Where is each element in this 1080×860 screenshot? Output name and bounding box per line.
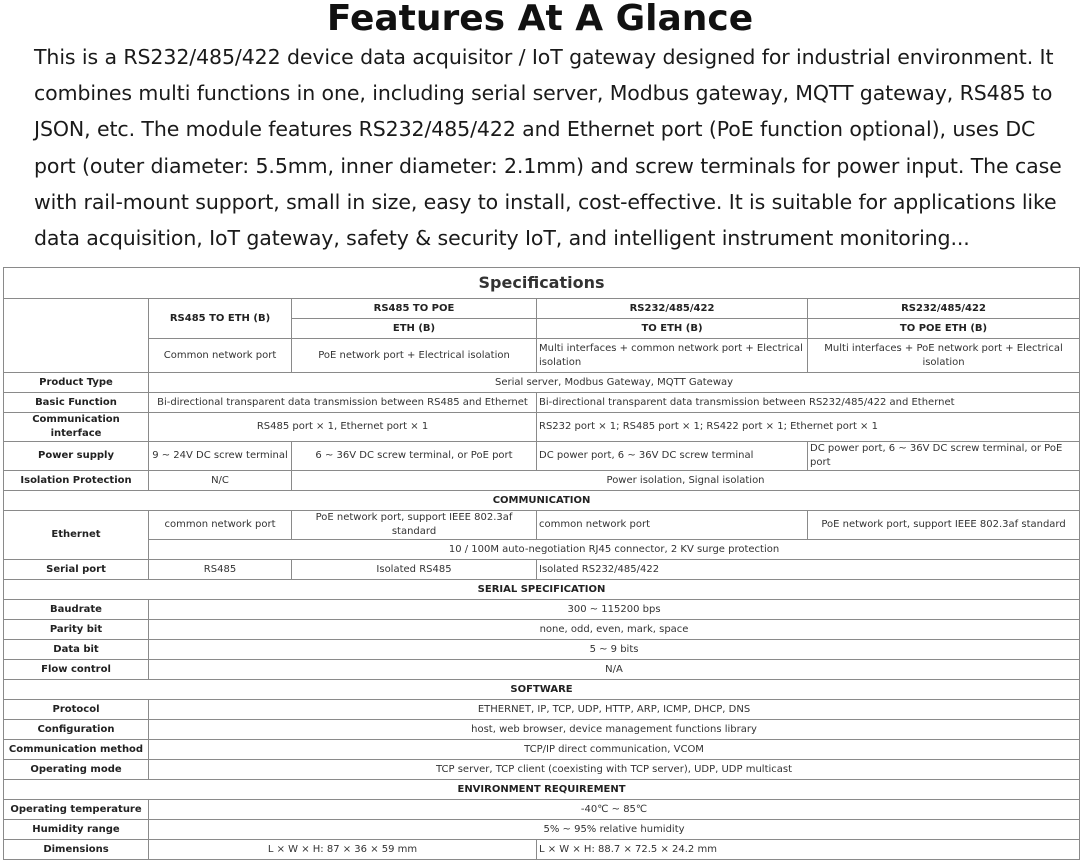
data-bit-value: 5 ~ 9 bits <box>149 640 1080 660</box>
feature-rs485-eth: Common network port <box>149 339 292 373</box>
feature-rs232-eth: Multi interfaces + common network port + Electrical isolation <box>537 339 808 373</box>
row-label-flow-control: Flow control <box>4 660 149 680</box>
product-type-value: Serial server, Modbus Gateway, MQTT Gateway <box>149 373 1080 393</box>
isolation-others: Power isolation, Signal isolation <box>292 471 1080 491</box>
baudrate-value: 300 ~ 115200 bps <box>149 600 1080 620</box>
row-label-ethernet: Ethernet <box>4 511 149 560</box>
row-label-operating-mode: Operating mode <box>4 760 149 780</box>
isolation-rs485-eth: N/C <box>149 471 292 491</box>
power-supply-rs232-poe: DC power port, 6 ~ 36V DC screw terminal, or PoE port <box>808 442 1080 471</box>
intro-paragraph: This is a RS232/485/422 device data acquisitor / IoT gateway designed for industrial environment. It combines multi functions in one, including serial server, Modbus gateway, MQTT gateway, RS485 to JSON, etc. The module features RS232/485/422 and Ethernet port (PoE function optional), uses DC port (outer diameter: 5.5mm, inner diameter: 2.1mm) and screw terminals for power input. The case with rail-mount support, small in size, easy to install, cost-effective. It is suitable for applications like data acquisition, IoT gateway, safety & security IoT, and intelligent instrument monitoring... <box>34 45 1062 251</box>
communication-interface-rs232: RS232 port × 1; RS485 port × 1; RS422 port × 1; Ethernet port × 1 <box>537 413 1080 442</box>
row-label-operating-temperature: Operating temperature <box>4 800 149 820</box>
row-label-serial-port: Serial port <box>4 560 149 580</box>
model-subheader-rs232-poe: TO POE ETH (B) <box>808 319 1080 339</box>
humidity-range-value: 5% ~ 95% relative humidity <box>149 820 1080 840</box>
row-label-power-supply: Power supply <box>4 442 149 471</box>
specifications-title: Specifications <box>4 268 1080 299</box>
specifications-table <box>3 267 1080 860</box>
ethernet-rs485-poe: PoE network port, support IEEE 802.3af standard <box>292 511 537 540</box>
protocol-value: ETHERNET, IP, TCP, UDP, HTTP, ARP, ICMP, DHCP, DNS <box>149 700 1080 720</box>
header-blank-cell <box>4 299 149 373</box>
row-label-configuration: Configuration <box>4 720 149 740</box>
serial-port-rs232: Isolated RS232/485/422 <box>537 560 1080 580</box>
configuration-value: host, web browser, device management functions library <box>149 720 1080 740</box>
power-supply-rs485-eth: 9 ~ 24V DC screw terminal <box>149 442 292 471</box>
power-supply-rs232-eth: DC power port, 6 ~ 36V DC screw terminal <box>537 442 808 471</box>
model-header-rs232-poe: RS232/485/422 <box>808 299 1080 319</box>
section-communication: COMMUNICATION <box>4 491 1080 511</box>
row-label-communication-method: Communication method <box>4 740 149 760</box>
row-label-baudrate: Baudrate <box>4 600 149 620</box>
operating-temperature-value: -40℃ ~ 85℃ <box>149 800 1080 820</box>
section-environment-requirement: ENVIRONMENT REQUIREMENT <box>4 780 1080 800</box>
model-header-rs232-eth: RS232/485/422 <box>537 299 808 319</box>
model-subheader-rs232-eth: TO ETH (B) <box>537 319 808 339</box>
communication-method-value: TCP/IP direct communication, VCOM <box>149 740 1080 760</box>
operating-mode-value: TCP server, TCP client (coexisting with TCP server), UDP, UDP multicast <box>149 760 1080 780</box>
power-supply-rs485-poe: 6 ~ 36V DC screw terminal, or PoE port <box>292 442 537 471</box>
row-label-basic-function: Basic Function <box>4 393 149 413</box>
model-subheader-rs485-poe: ETH (B) <box>292 319 537 339</box>
ethernet-rs232-eth: common network port <box>537 511 808 540</box>
feature-rs485-poe: PoE network port + Electrical isolation <box>292 339 537 373</box>
page-title: Features At A Glance <box>326 0 754 39</box>
dimensions-rs232: L × W × H: 88.7 × 72.5 × 24.2 mm <box>537 840 1080 860</box>
serial-port-rs485-poe: Isolated RS485 <box>292 560 537 580</box>
basic-function-rs485: Bi-directional transparent data transmission between RS485 and Ethernet <box>149 393 537 413</box>
row-label-dimensions: Dimensions <box>4 840 149 860</box>
ethernet-rs232-poe: PoE network port, support IEEE 802.3af standard <box>808 511 1080 540</box>
row-label-communication-interface: Communication interface <box>4 413 149 442</box>
feature-rs232-poe: Multi interfaces + PoE network port + Electrical isolation <box>808 339 1080 373</box>
basic-function-rs232: Bi-directional transparent data transmission between RS232/485/422 and Ethernet <box>537 393 1080 413</box>
flow-control-value: N/A <box>149 660 1080 680</box>
row-label-product-type: Product Type <box>4 373 149 393</box>
row-label-parity-bit: Parity bit <box>4 620 149 640</box>
ethernet-rs485-eth: common network port <box>149 511 292 540</box>
parity-bit-value: none, odd, even, mark, space <box>149 620 1080 640</box>
model-header-rs485-eth: RS485 TO ETH (B) <box>149 299 292 339</box>
section-software: SOFTWARE <box>4 680 1080 700</box>
serial-port-rs485-eth: RS485 <box>149 560 292 580</box>
communication-interface-rs485: RS485 port × 1, Ethernet port × 1 <box>149 413 537 442</box>
model-header-rs485-poe: RS485 TO POE <box>292 299 537 319</box>
row-label-isolation-protection: Isolation Protection <box>4 471 149 491</box>
ethernet-common: 10 / 100M auto-negotiation RJ45 connector, 2 KV surge protection <box>149 540 1080 560</box>
row-label-protocol: Protocol <box>4 700 149 720</box>
row-label-data-bit: Data bit <box>4 640 149 660</box>
dimensions-rs485: L × W × H: 87 × 36 × 59 mm <box>149 840 537 860</box>
row-label-humidity-range: Humidity range <box>4 820 149 840</box>
section-serial-specification: SERIAL SPECIFICATION <box>4 580 1080 600</box>
